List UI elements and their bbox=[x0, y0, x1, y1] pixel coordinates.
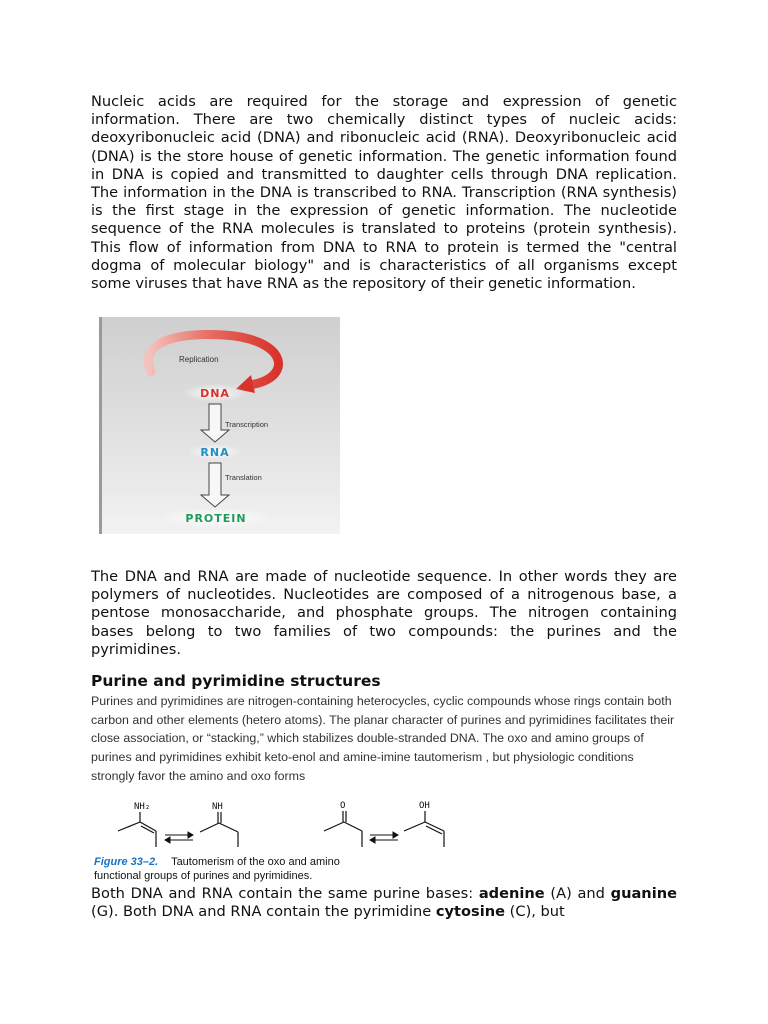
figure-number: Figure 33–2. bbox=[94, 856, 159, 868]
bases-text-3: (G). Both DNA and RNA contain the pyrimidine bbox=[91, 903, 436, 921]
oxo-structure bbox=[324, 811, 362, 847]
bases-paragraph bbox=[91, 885, 677, 921]
equilibrium-arrows-1 bbox=[165, 832, 193, 843]
nucleotide-paragraph: The DNA and RNA are made of nucleotide sequence. In other words they are polymers of nucleotides. Nucleotides are composed of a nitrogenous base, a pentose monosaccharide, and phosphate groups. The nitrogen containing bases belong to two families of two compounds: the purines and the pyrimidines. bbox=[91, 568, 677, 658]
rna-label: RNA bbox=[200, 446, 230, 459]
central-dogma-figure bbox=[99, 317, 340, 534]
bases-text-2: (A) and bbox=[544, 885, 611, 902]
protein-label: PROTEIN bbox=[185, 512, 247, 525]
bases-text-1: Both DNA and RNA contain the same purine bases: bbox=[91, 885, 479, 902]
amino-structure bbox=[118, 812, 156, 847]
o-label: O bbox=[340, 801, 346, 811]
figure-caption-line1 bbox=[94, 856, 340, 868]
enol-structure bbox=[404, 811, 444, 847]
equilibrium-arrows-2 bbox=[370, 832, 398, 843]
guanine-term: guanine bbox=[610, 885, 677, 902]
translation-label: Translation bbox=[225, 473, 262, 482]
imino-structure bbox=[200, 812, 238, 847]
section-heading: Purine and pyrimidine structures bbox=[91, 672, 381, 690]
tautomerism-figure bbox=[92, 795, 454, 883]
oh-label: OH bbox=[419, 801, 430, 811]
dna-label: DNA bbox=[200, 387, 230, 400]
cytosine-term: cytosine bbox=[435, 903, 506, 921]
transcription-label: Transcription bbox=[225, 420, 269, 429]
adenine-term: adenine bbox=[478, 885, 545, 902]
replication-label: Replication bbox=[179, 355, 219, 364]
section-paragraph: Purines and pyrimidines are nitrogen-containing heterocycles, cyclic compounds whose rings contain both carbon and other elements (hetero atoms). The planar character of purines and pyrimidines facilitates their close association, or “stacking,” which stabilizes double-stranded DNA. The oxo and amino groups of purines and pyrimidines exhibit keto-enol and amine-imine tautomerism , but physiologic conditions strongly favor the amino and oxo forms bbox=[91, 694, 675, 783]
bases-text-4: (C), but bbox=[505, 903, 565, 921]
caption-text-1: Tautomerism of the oxo and amino bbox=[171, 856, 340, 868]
figure-caption-line2: functional groups of purines and pyrimidines. bbox=[94, 870, 313, 882]
nh-label: NH bbox=[212, 802, 223, 812]
intro-paragraph: Nucleic acids are required for the storage and expression of genetic information. There are two chemically distinct types of nucleic acids: deoxyribonucleic acid (DNA) and ribonucleic acid (RNA). Deoxyribonucleic acid (DNA) is the store house of genetic information. The genetic information found in DNA is copied and transmitted to daughter cells through DNA replication. The information in the DNA is transcribed to RNA. Transcription (RNA synthesis) is the first stage in the expression of genetic information. The nucleotide sequence of the RNA molecules is translated to proteins (protein synthesis). This flow of information from DNA to RNA to protein is termed the "central dogma of molecular biology" and is characteristics of all organisms except some viruses that have RNA as the repository of their genetic information. bbox=[91, 93, 677, 293]
nh2-label: NH₂ bbox=[134, 802, 151, 812]
